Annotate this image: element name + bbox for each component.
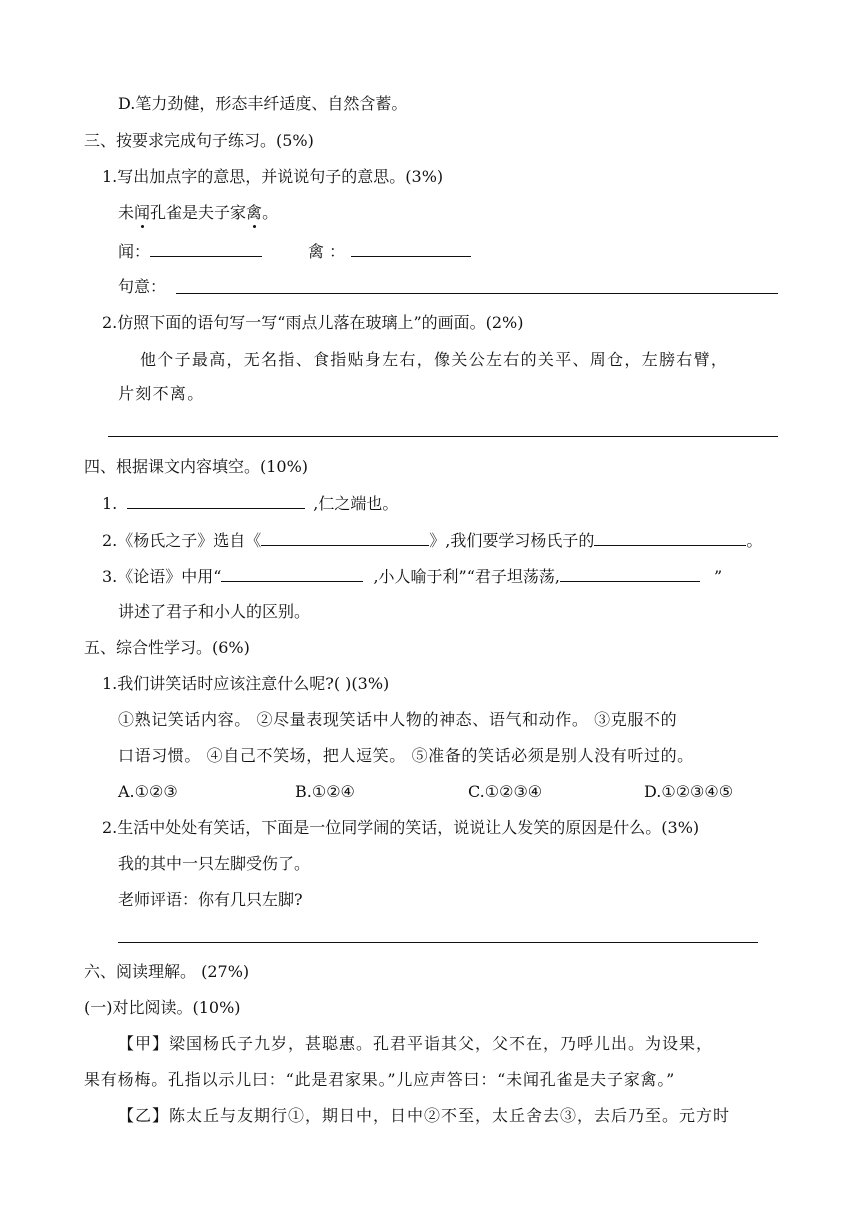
fill-2-text-a: 2.《杨氏之子》选自《 <box>102 531 262 550</box>
model-sentence-line-2: 片刻不离。 <box>118 384 205 403</box>
passage-yi-line-1: 【乙】陈太丘与友期行①，期日中，日中②不至，太丘舍去③，去后乃至。元方时 <box>118 1106 731 1125</box>
juyi-blank-line[interactable] <box>176 293 778 294</box>
joke-answer-line[interactable] <box>118 942 758 943</box>
wen-label: 闻： <box>118 242 151 261</box>
dotted-char-wen: 闻 <box>134 203 151 222</box>
example-sentence <box>118 202 278 224</box>
question-5-1: 1.我们讲笑话时应该注意什么呢?( )(3%) <box>102 674 390 693</box>
fill-2 <box>102 529 762 552</box>
option-d: D.笔力劲健，形态丰纤适度、自然含蓄。 <box>118 94 408 113</box>
fill-2-text-c: 。 <box>746 531 763 550</box>
model-sentence-line-1: 他个子最高，无名指、食指贴身左右，像关公左右的关平、周仓，左膀右臂， <box>140 350 729 369</box>
writing-answer-line[interactable] <box>108 436 778 437</box>
choice-b[interactable]: B.①②④ <box>295 782 355 801</box>
choice-c[interactable]: C.①②③④ <box>468 782 543 801</box>
dotted-char-qin: 禽 <box>246 203 263 222</box>
passage-jia-line-2: 果有杨梅。孔指以示儿曰：“此是君家果。”儿应声答曰：“未闻孔雀是夫子家禽。” <box>84 1070 676 1089</box>
section-3-heading: 三、按要求完成句子练习。(5%) <box>84 131 314 150</box>
sentence-end: 。 <box>262 203 279 222</box>
fill-1-blank[interactable] <box>127 492 305 509</box>
fill-1-number: 1. <box>102 494 118 513</box>
question-5-2: 2.生活中处处有笑话，下面是一位同学闹的笑话，说说让人发笑的原因是什么。(3%) <box>102 818 700 837</box>
wen-answer-row <box>118 240 262 263</box>
question-3-1: 1.写出加点字的意思，并说说句子的意思。(3%) <box>102 167 444 186</box>
fill-3-blank-2[interactable] <box>560 565 700 582</box>
fill-3-line-2: 讲述了君子和小人的区别。 <box>118 602 311 621</box>
qin-label: 禽 ： <box>308 242 346 261</box>
q5-1-items-line-1: ①熟记笑话内容。 ②尽量表现笑话中人物的神态、语气和动作。 ③克服不的 <box>118 710 678 729</box>
wen-blank[interactable] <box>150 240 262 257</box>
fill-2-blank-quality[interactable] <box>594 529 746 546</box>
joke-line-1: 我的其中一只左脚受伤了。 <box>118 854 311 873</box>
fill-1 <box>102 492 398 515</box>
fill-2-text-b: 》,我们要学习杨氏子的 <box>429 531 595 550</box>
fill-3-text-c: ” <box>714 567 723 586</box>
fill-3-text-b: ,小人喻于利”“君子坦荡荡, <box>373 567 560 586</box>
juyi-label: 句意： <box>118 277 167 296</box>
sentence-pre: 未 <box>118 203 135 222</box>
fill-1-tail: ,仁之端也。 <box>313 494 399 513</box>
sentence-mid: 孔雀是夫子家 <box>150 203 247 222</box>
qin-answer-row <box>308 240 471 263</box>
subsection-1-heading: (一)对比阅读。(10%) <box>84 998 241 1017</box>
fill-2-blank-source[interactable] <box>261 529 429 546</box>
passage-jia-line-1: 【甲】梁国杨氏子九岁，甚聪惠。孔君平诣其父，父不在，乃呼儿出。为设果， <box>118 1034 714 1053</box>
q5-1-items-line-2: 口语习惯。 ④自己不笑场，把人逗笑。 ⑤准备的笑话必须是别人没有听过的。 <box>118 746 694 765</box>
choice-a[interactable]: A.①②③ <box>118 782 178 801</box>
fill-3 <box>102 565 722 588</box>
joke-line-2: 老师评语：你有几只左脚? <box>118 890 303 909</box>
question-3-2: 2.仿照下面的语句写一写“雨点儿落在玻璃上”的画面。(2%) <box>102 313 524 332</box>
qin-blank[interactable] <box>351 240 471 257</box>
section-6-heading: 六、阅读理解。 (27%) <box>84 962 250 981</box>
section-4-heading: 四、根据课文内容填空。(10%) <box>84 457 309 476</box>
fill-3-blank-1[interactable] <box>221 565 363 582</box>
section-5-heading: 五、综合性学习。(6%) <box>84 638 250 657</box>
choice-d[interactable]: D.①②③④⑤ <box>644 782 734 801</box>
fill-3-text-a: 3.《论语》中用“ <box>102 567 222 586</box>
